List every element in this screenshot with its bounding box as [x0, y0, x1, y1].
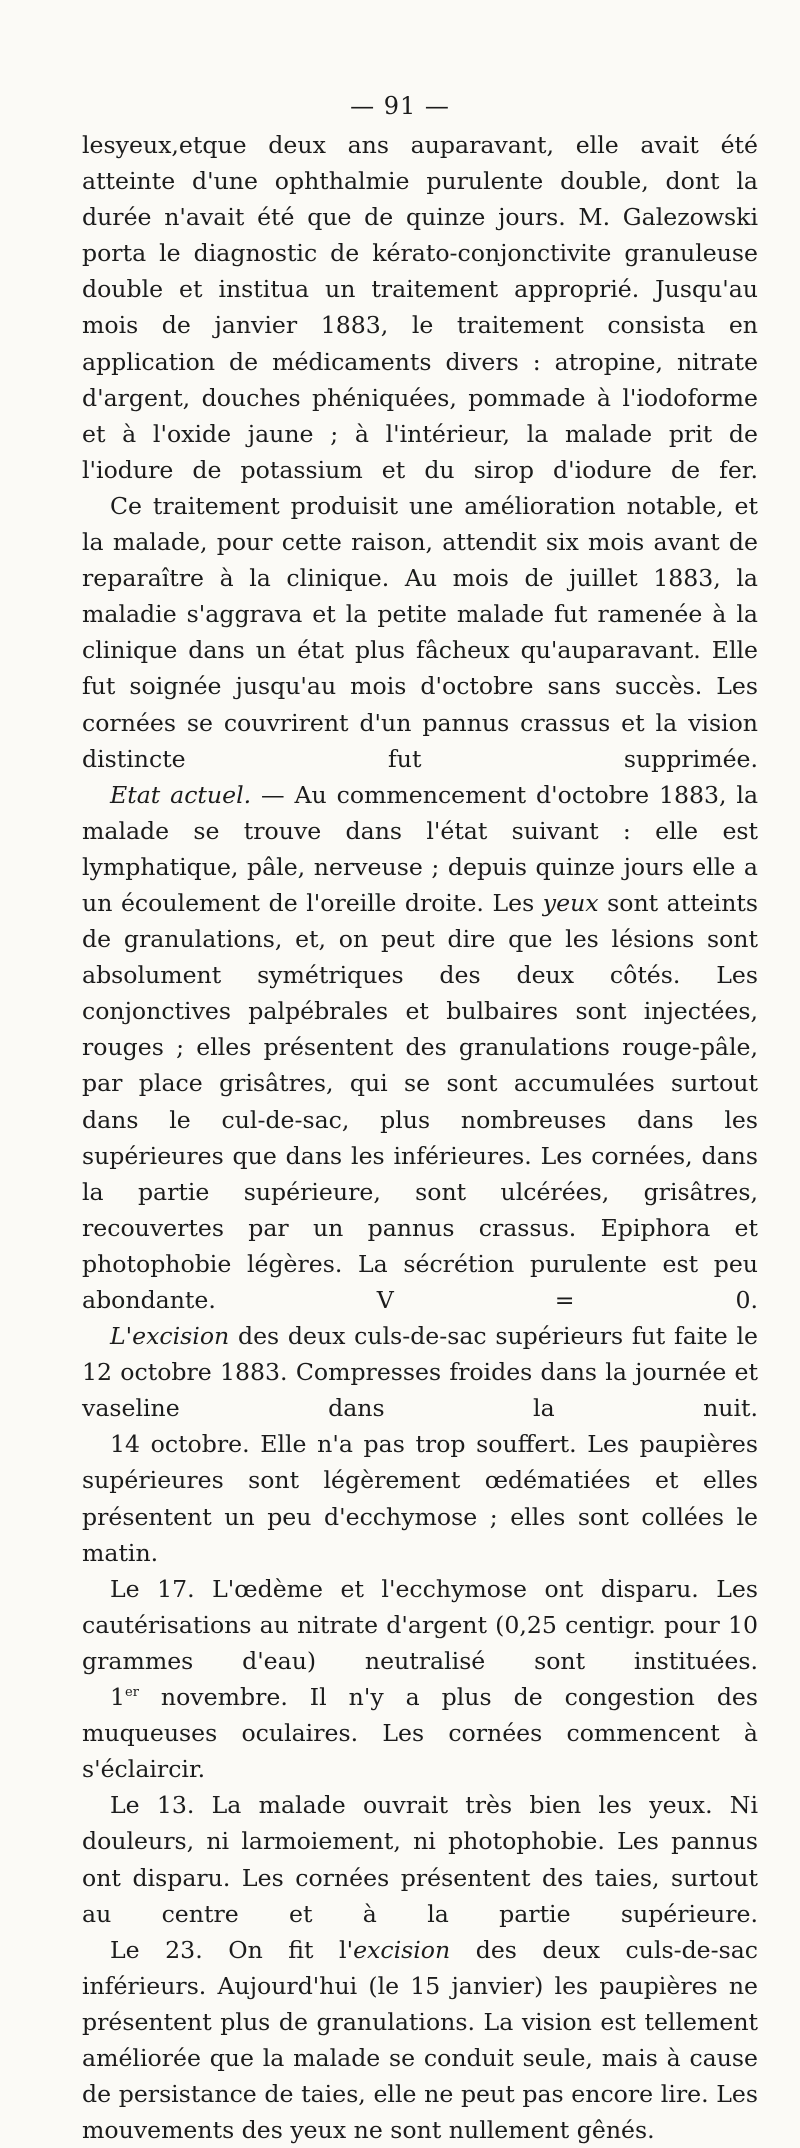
section-label: Etat actuel.: [110, 780, 252, 809]
paragraph-evolution: Ce traitement produisit une amélioration notable, et la malade, pour cette raison, attendit six mois avant de reparaître à la clinique. Au mois de juillet 1883, la maladie s'aggrava et la petite malade fut ramenée à la clinique dans un état plus fâcheux qu'auparavant. Elle fut soignée jusqu'au mois d'octobre sans succès. Les cornées se couvrirent d'un pannus crassus et la vision distincte fut supprimée.: [82, 491, 758, 773]
section-label: L'excision: [110, 1322, 230, 1351]
paragraph-nov-23: Le 23. On fit l'excision des deux culs-de-sac inférieurs. Aujourd'hui (le 15 janvier) les paupières ne présentent plus de granulations. La vision est tellement améliorée que la malade se conduit seule, mais à cause de persistance de taies, elle ne peut pas encore lire. Les mouvements des yeux ne sont nullement gênés.: [82, 1935, 758, 2145]
emphasis: yeux: [542, 888, 599, 917]
paragraph-excision-upper: L'excision des deux culs-de-sac supérieurs fut faite le 12 octobre 1883. Compresses froides dans la journée et vaseline dans la nuit.: [82, 1322, 758, 1423]
emphasis: excision: [353, 1935, 451, 1964]
body-text: [82, 127, 758, 2148]
paragraph-oct-14: 14 octobre. Elle n'a pas trop souffert. Les paupières supérieures sont légèrement œdématiées et elles présentent un peu d'ecchymose ; elles sont collées le matin.: [82, 1430, 758, 1567]
paragraph-history: lesyeux,etque deux ans auparavant, elle avait été atteinte d'une ophthalmie purulente double, dont la durée n'avait été que de quinze jours. M. Galezowski porta le diagnostic de kérato-conjonctivite granuleuse double et institua un traitement approprié. Jusqu'au mois de janvier 1883, le traitement consista en application de médicaments divers : atropine, nitrate d'argent, douches phéniquées, pommade à l'iodoforme et à l'oxide jaune ; à l'intérieur, la malade prit de l'iodure de potassium et du sirop d'iodure de fer.: [82, 131, 758, 484]
page-number: — 91 —: [350, 92, 450, 120]
paragraph-oct-17: Le 17. L'œdème et l'ecchymose ont disparu. Les cautérisations au nitrate d'argent (0,25 centigr. pour 10 grammes d'eau) neutralisé sont instituées.: [82, 1574, 758, 1675]
paragraph-nov-13: Le 13. La malade ouvrait très bien les yeux. Ni douleurs, ni larmoiement, ni photophobie. Les pannus ont disparu. Les cornées présentent des taies, surtout au centre et à la partie supérieure.: [82, 1791, 758, 1928]
paragraph-current-state: Etat actuel. — Au commencement d'octobre 1883, la malade se trouve dans l'état suivant : elle est lymphatique, pâle, nerveuse ; depuis quinze jours elle a un écoulement de l'oreille droite. Les yeux sont atteints de granulations, et, on peut dire que les lésions sont absolument symétriques des deux côtés. Les conjonctives palpébrales et bulbaires sont injectées, rouges ; elles présentent des granulations rouge-pâle, par place grisâtres, qui se sont accumulées surtout dans le cul-de-sac, plus nombreuses dans les supérieures que dans les inférieures. Les cornées, dans la partie supérieure, sont ulcérées, grisâtres, recouvertes par un pannus crassus. Epiphora et photophobie légères. La sécrétion purulente est peu abondante. V = 0.: [82, 780, 759, 1314]
paragraph-nov-1: 1er novembre. Il n'y a plus de congestion des muqueuses oculaires. Les cornées commencent à s'éclaircir.: [82, 1683, 758, 1784]
